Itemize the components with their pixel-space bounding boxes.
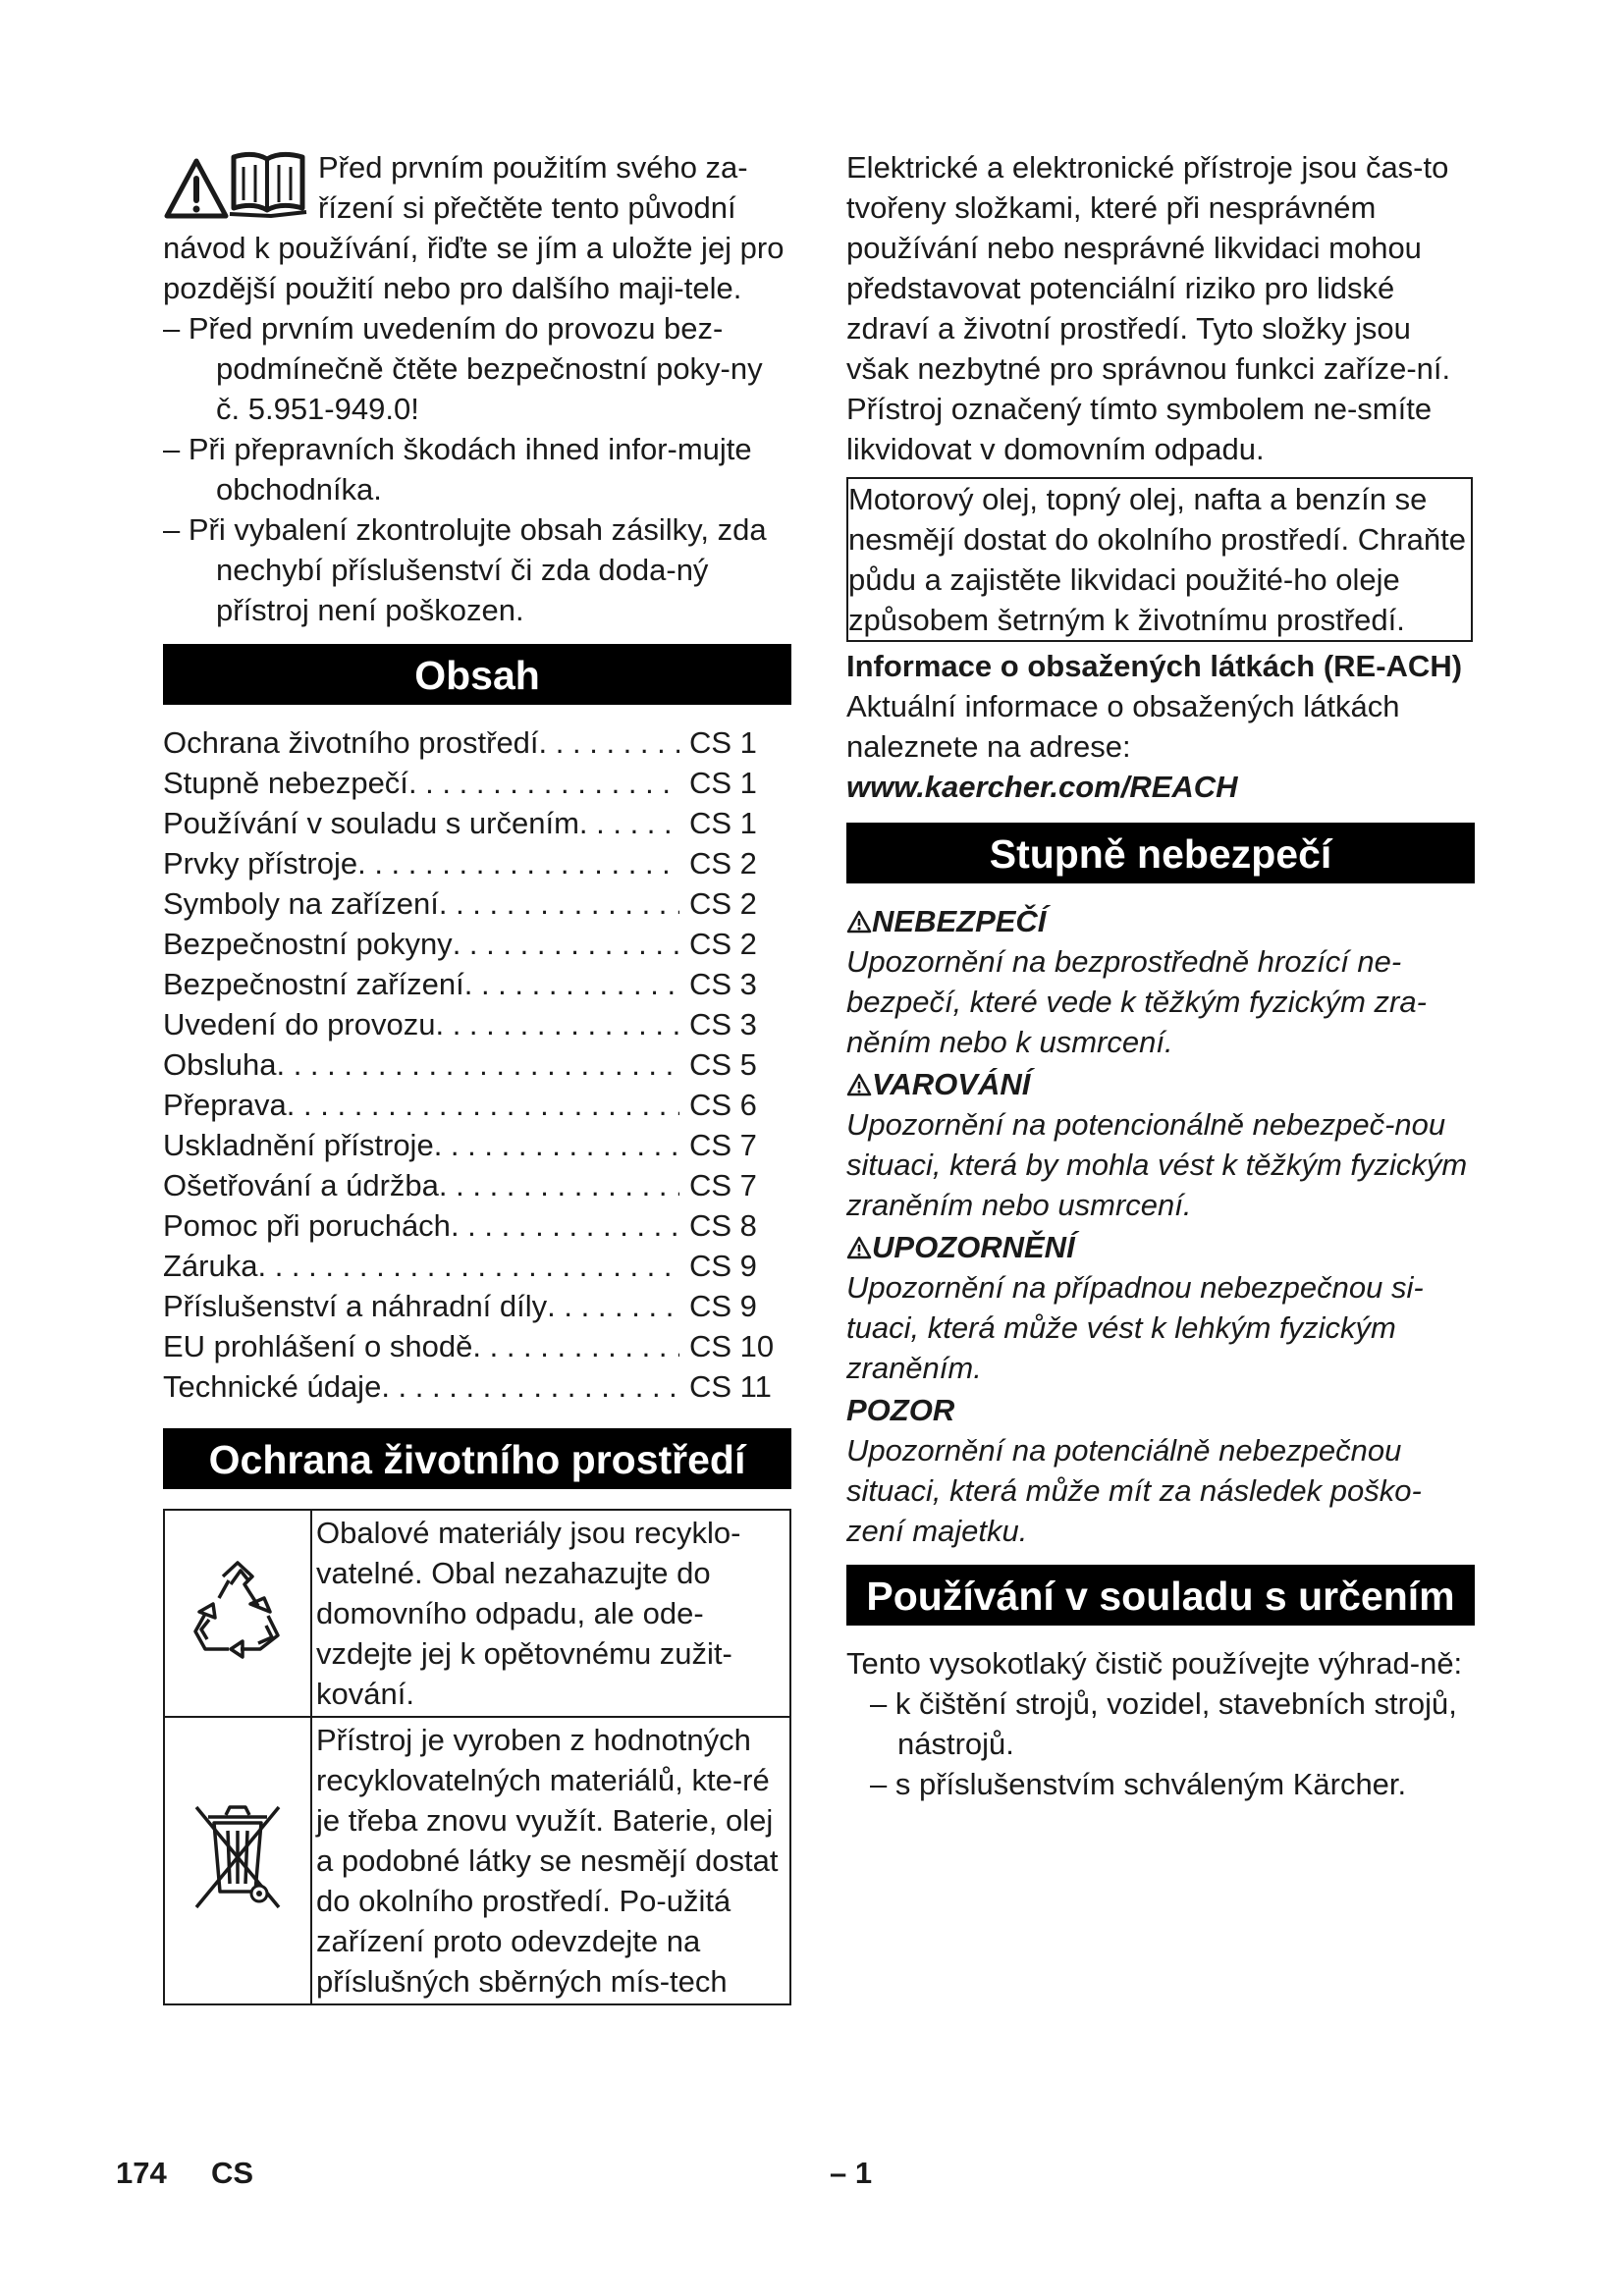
page-number: 174 [116, 2156, 167, 2190]
oil-notice-text: Motorový olej, topný olej, nafta a benzín se nesmějí dostat do okolního prostředí. Chraňte půdu a zajistěte likvidaci použité-ho oleje způsobem šetrným k životnímu prostředí. [848, 482, 1466, 637]
intended-use-bullet: – s příslušenstvím schváleným Kärcher. [870, 1767, 1407, 1801]
caution-level [846, 1227, 1475, 1388]
reach-text: Aktuální informace o obsažených látkách naleznete na adrese: [846, 689, 1400, 764]
toc-entry-page: CS 9 [689, 1289, 757, 1323]
warning-and-manual-icon [163, 147, 310, 222]
toc-entry-title: Obsluha [163, 1047, 277, 1082]
weee-icon-cell [164, 1717, 311, 2004]
notice-label: POZOR [846, 1393, 955, 1427]
danger-text: Upozornění na bezprostředně hrozící ne-bezpečí, které vede k těžkým fyzickým zra-něním nebo k usmrcení. [846, 944, 1427, 1059]
toc-entry[interactable] [163, 1286, 791, 1326]
toc-dot-leader [547, 1286, 679, 1326]
toc-dot-leader [439, 883, 679, 924]
intro-bullet: – Při vybalení zkontrolujte obsah zásilky, zda nechybí příslušenství či zda doda-ný přístroj není poškozen. [163, 512, 767, 627]
intro-bullet: – Před prvním uvedením do provozu bez-podmínečně čtěte bezpečnostní poky-ny č. 5.951-949.0! [163, 311, 763, 426]
toc-entry-page: CS 6 [689, 1088, 757, 1122]
reach-heading: Informace o obsažených látkách (RE-ACH) [846, 649, 1463, 683]
toc-entry-title: Pomoc při poruchách [163, 1208, 451, 1243]
oil-notice-box [846, 477, 1473, 642]
toc-dot-leader [381, 1366, 679, 1407]
danger-label: NEBEZPEČÍ [872, 904, 1047, 938]
toc-dot-leader [472, 1326, 679, 1366]
toc-heading: Obsah [163, 644, 791, 705]
intended-use-bullet: – k čištění strojů, vozidel, stavebních strojů, nástrojů. [870, 1686, 1457, 1761]
toc-dot-leader [464, 964, 679, 1004]
toc-entry-title: EU prohlášení o shodě [163, 1329, 473, 1363]
intro-first-line: Před prvním použitím svého za- [318, 150, 748, 185]
toc-entry[interactable] [163, 883, 791, 924]
recycling-text: Obalové materiály jsou recyklo-vatelné. Obal nezahazujte do domovního odpadu, ale ode-vzdejte jej k opětovnému zužit-kování. [311, 1510, 790, 1717]
recycling-icon [184, 1555, 292, 1663]
environment-heading: Ochrana životního prostředí [163, 1428, 791, 1489]
caution-label: UPOZORNĚNÍ [872, 1230, 1075, 1264]
toc-entry-title: Používání v souladu s určením [163, 806, 579, 840]
danger-level [846, 901, 1475, 1062]
toc-entry[interactable] [163, 964, 791, 1004]
warning-triangle-icon [846, 1073, 872, 1096]
toc-entry-title: Prvky přístroje [163, 846, 358, 881]
toc-entry[interactable] [163, 1165, 791, 1205]
warning-triangle-icon [846, 910, 872, 934]
toc-dot-leader [408, 763, 679, 803]
toc-entry-title: Bezpečnostní zařízení [163, 967, 464, 1001]
section-page-number: – 1 [830, 2156, 873, 2190]
warning-triangle-icon [846, 1236, 872, 1259]
intro-second-line: řízení si přečtěte tento původní [318, 190, 736, 225]
toc-entry-page: CS 2 [689, 927, 757, 961]
toc-entry[interactable] [163, 1326, 791, 1366]
toc-entry-page: CS 7 [689, 1128, 757, 1162]
toc-entry-page: CS 8 [689, 1208, 757, 1243]
toc-entry-title: Záruka [163, 1249, 258, 1283]
toc-entry[interactable] [163, 1125, 791, 1165]
toc-dot-leader [453, 924, 679, 964]
toc-dot-leader [579, 803, 679, 843]
toc-entry-title: Bezpečnostní pokyny [163, 927, 453, 961]
weee-paragraph: Elektrické a elektronické přístroje jsou čas-to tvořeny složkami, které při nesprávném používání nebo nesprávné likvidaci mohou představovat potenciální riziko pro lidské zdraví a životní prostředí. Tyto složky jsou však nezbytné pro správnou funkci zaříze-ní. Přístroj označený tímto symbolem ne-smíte likvidovat v domovním odpadu. [846, 150, 1451, 466]
disposal-text: Přístroj je vyroben z hodnotných recyklovatelných materiálů, kte-ré je třeba znovu využít. Baterie, olej a podobné látky se nesmějí dostat do okolního prostředí. Po-užitá zařízení proto odevzdejte na příslušných sběrných mís-tech [311, 1717, 790, 2004]
toc-entry-page: CS 10 [689, 1329, 775, 1363]
page-footer-left [116, 2156, 253, 2191]
toc-dot-leader [276, 1044, 679, 1085]
toc-entry[interactable] [163, 1205, 791, 1246]
toc-entry-page: CS 9 [689, 1249, 757, 1283]
toc-entry[interactable] [163, 843, 791, 883]
notice-text: Upozornění na potenciálně nebezpečnou situaci, která může mít za následek poško-zení majetku. [846, 1433, 1422, 1548]
warning-text: Upozornění na potencionálně nebezpeč-nou situaci, která by mohla vést k těžkým fyzickým zraněním nebo usmrcení. [846, 1107, 1468, 1222]
toc-dot-leader [539, 722, 679, 763]
toc-entry-page: CS 1 [689, 806, 757, 840]
table-of-contents [163, 722, 791, 1407]
toc-dot-leader [451, 1205, 679, 1246]
toc-entry-page: CS 7 [689, 1168, 757, 1202]
toc-entry-page: CS 5 [689, 1047, 757, 1082]
toc-dot-leader [439, 1165, 679, 1205]
toc-dot-leader [435, 1004, 679, 1044]
toc-entry-page: CS 2 [689, 886, 757, 921]
warning-label: VAROVÁNÍ [872, 1067, 1031, 1101]
toc-entry-title: Přeprava [163, 1088, 287, 1122]
recycling-icon-cell [164, 1510, 311, 1717]
toc-entry-title: Stupně nebezpečí [163, 766, 408, 800]
toc-entry-title: Technické údaje [163, 1369, 382, 1404]
intro-header [163, 147, 791, 228]
toc-entry-title: Příslušenství a náhradní díly [163, 1289, 548, 1323]
caution-text: Upozornění na případnou nebezpečnou si-tuaci, která může vést k lehkým fyzickým zraněním. [846, 1270, 1424, 1385]
intended-use-heading: Používání v souladu s určením [846, 1565, 1475, 1626]
language-code: CS [210, 2156, 254, 2190]
reach-url[interactable]: www.kaercher.com/REACH [846, 770, 1238, 804]
intro-text: návod k používání, řiďte se jím a uložte jej pro pozdější použití nebo pro dalšího maji-tele. [163, 231, 785, 305]
toc-entry[interactable] [163, 1366, 791, 1407]
toc-entry-title: Uvedení do provozu [163, 1007, 436, 1041]
toc-entry-title: Symboly na zařízení [163, 886, 439, 921]
toc-entry[interactable] [163, 763, 791, 803]
toc-entry-page: CS 11 [689, 1369, 772, 1404]
toc-entry[interactable] [163, 924, 791, 964]
warning-level [846, 1064, 1475, 1225]
intended-use-text: Tento vysokotlaký čistič používejte výhrad-ně: [846, 1646, 1463, 1681]
toc-entry[interactable] [163, 1085, 791, 1125]
toc-entry[interactable] [163, 1246, 791, 1286]
toc-entry-page: CS 3 [689, 1007, 757, 1041]
toc-entry-page: CS 3 [689, 967, 757, 1001]
toc-dot-leader [287, 1085, 679, 1125]
notice-level [846, 1390, 1475, 1551]
toc-entry-title: Uskladnění přístroje [163, 1128, 434, 1162]
toc-dot-leader [357, 843, 679, 883]
toc-entry-title: Ošetřování a údržba [163, 1168, 439, 1202]
toc-entry-page: CS 2 [689, 846, 757, 881]
toc-entry-page: CS 1 [689, 725, 757, 760]
environment-symbol-table [163, 1509, 791, 2005]
left-column [163, 147, 791, 2005]
toc-entry[interactable] [163, 803, 791, 843]
crossed-out-bin-icon [189, 1797, 287, 1915]
toc-dot-leader [434, 1125, 679, 1165]
toc-entry[interactable] [163, 1004, 791, 1044]
toc-entry[interactable] [163, 1044, 791, 1085]
toc-entry-page: CS 1 [689, 766, 757, 800]
toc-dot-leader [257, 1246, 679, 1286]
danger-levels-heading: Stupně nebezpečí [846, 823, 1475, 883]
toc-entry-title: Ochrana životního prostředí [163, 725, 539, 760]
intro-bullet: – Při přepravních škodách ihned infor-mujte obchodníka. [163, 432, 752, 507]
toc-entry[interactable] [163, 722, 791, 763]
right-column [846, 147, 1475, 1804]
